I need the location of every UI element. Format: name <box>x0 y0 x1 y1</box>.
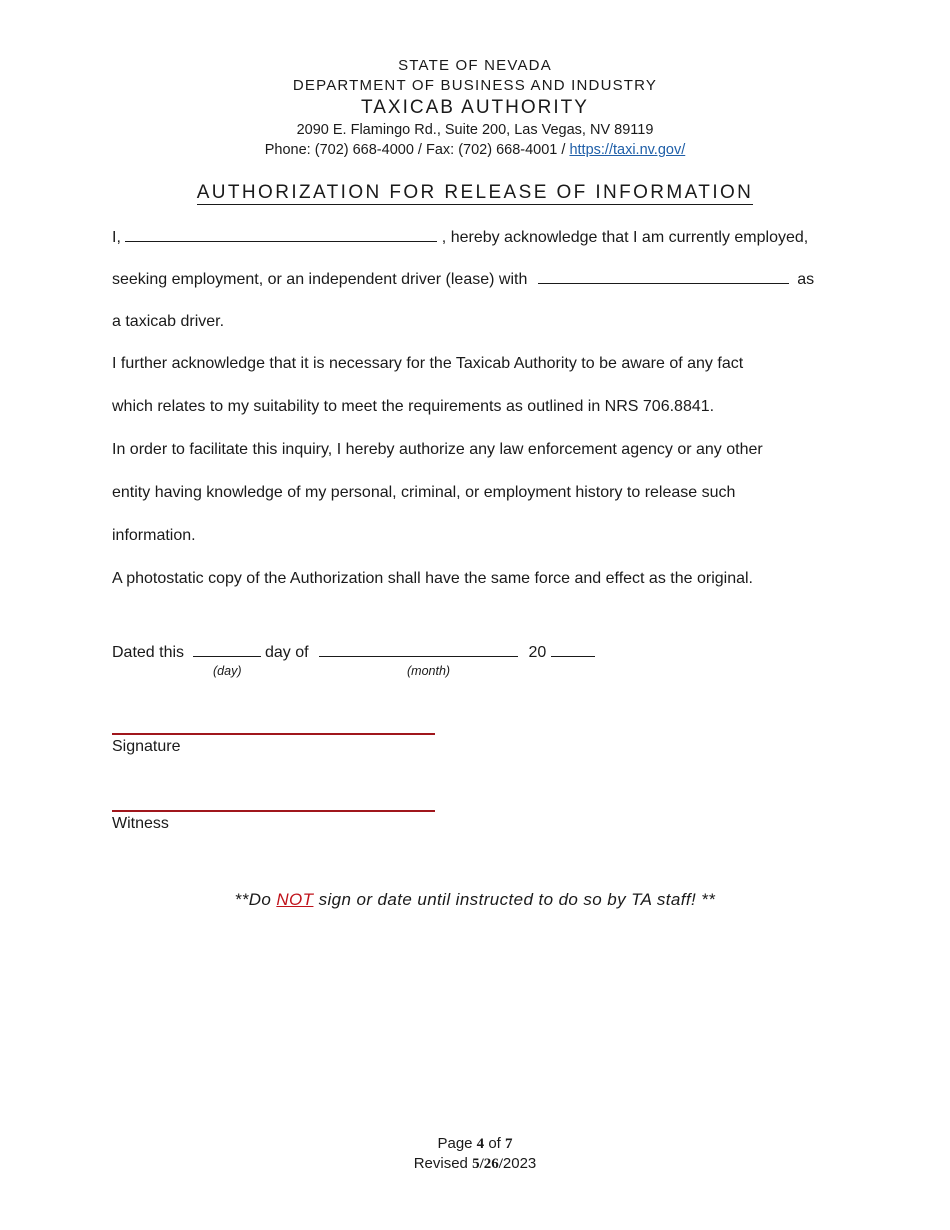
paragraph-text: seeking employment, or an independent driver (lease) with <box>112 271 528 288</box>
dated-this-label: Dated this <box>112 644 185 661</box>
phone-fax: Phone: (702) 668-4000 / Fax: (702) 668-4001 / <box>264 142 566 158</box>
document-title <box>0 182 950 204</box>
witness-label: Witness <box>112 815 169 832</box>
revised-label: Revised <box>413 1155 473 1172</box>
witness-line[interactable] <box>112 810 435 812</box>
signature-label: Signature <box>112 738 181 755</box>
paragraph-line: In order to facilitate this inquiry, I hereby authorize any law enforcement agency or any other <box>112 441 763 458</box>
notice-text: **Do <box>234 890 277 909</box>
paragraph-line: A photostatic copy of the Authorization shall have the same force and effect as the original. <box>112 570 753 587</box>
signing-notice <box>0 890 950 910</box>
page-footer <box>0 1134 950 1174</box>
signature-line[interactable] <box>112 733 435 735</box>
date-line <box>112 642 842 664</box>
paragraph-line: entity having knowledge of my personal, criminal, or employment history to release such <box>112 484 736 501</box>
month-caption: (month) <box>407 664 451 678</box>
document-title-text: AUTHORIZATION FOR RELEASE OF INFORMATION <box>196 182 754 203</box>
state-name: STATE OF NEVADA <box>398 57 552 74</box>
page-total: 7 <box>505 1136 513 1152</box>
paragraph-text: , hereby acknowledge that I am currently employed, <box>441 229 809 246</box>
employer-field[interactable] <box>538 269 789 284</box>
page-current: 4 <box>476 1136 485 1152</box>
paragraph-line <box>112 227 842 249</box>
paragraph-line: a taxicab driver. <box>112 313 225 330</box>
paragraph-text: I, <box>112 229 121 246</box>
paragraph-line: information. <box>112 527 196 544</box>
website-link[interactable]: https://taxi.nv.gov/ <box>569 142 686 158</box>
address: 2090 E. Flamingo Rd., Suite 200, Las Vegas, NV 89119 <box>296 122 654 138</box>
paragraph-line: I further acknowledge that it is necessary for the Taxicab Authority to be aware of any fact <box>112 355 744 372</box>
name-field[interactable] <box>125 227 437 242</box>
month-field[interactable] <box>319 642 518 657</box>
paragraph-line: which relates to my suitability to meet the requirements as outlined in NRS 706.8841. <box>112 398 715 415</box>
century-label: 20 <box>528 644 547 661</box>
day-field[interactable] <box>193 642 261 657</box>
department-name: DEPARTMENT OF BUSINESS AND INDUSTRY <box>292 77 658 94</box>
day-caption: (day) <box>213 664 242 678</box>
letterhead <box>0 56 950 160</box>
notice-emphasis: NOT <box>276 890 314 909</box>
page-number <box>0 1134 950 1154</box>
revision-date <box>0 1154 950 1174</box>
revised-month-day: 5/26/ <box>472 1156 503 1172</box>
page-of-label: of <box>484 1135 506 1152</box>
notice-text: sign or date until instructed to do so by TA staff! ** <box>313 890 716 909</box>
revised-year: 2023 <box>502 1155 537 1172</box>
contact-line <box>0 140 950 160</box>
day-of-label: day of <box>264 644 309 661</box>
paragraph-line <box>112 269 842 291</box>
page-label: Page <box>437 1135 477 1152</box>
year-field[interactable] <box>551 642 595 657</box>
authority-name: TAXICAB AUTHORITY <box>361 97 589 118</box>
paragraph-text: as <box>797 271 815 288</box>
